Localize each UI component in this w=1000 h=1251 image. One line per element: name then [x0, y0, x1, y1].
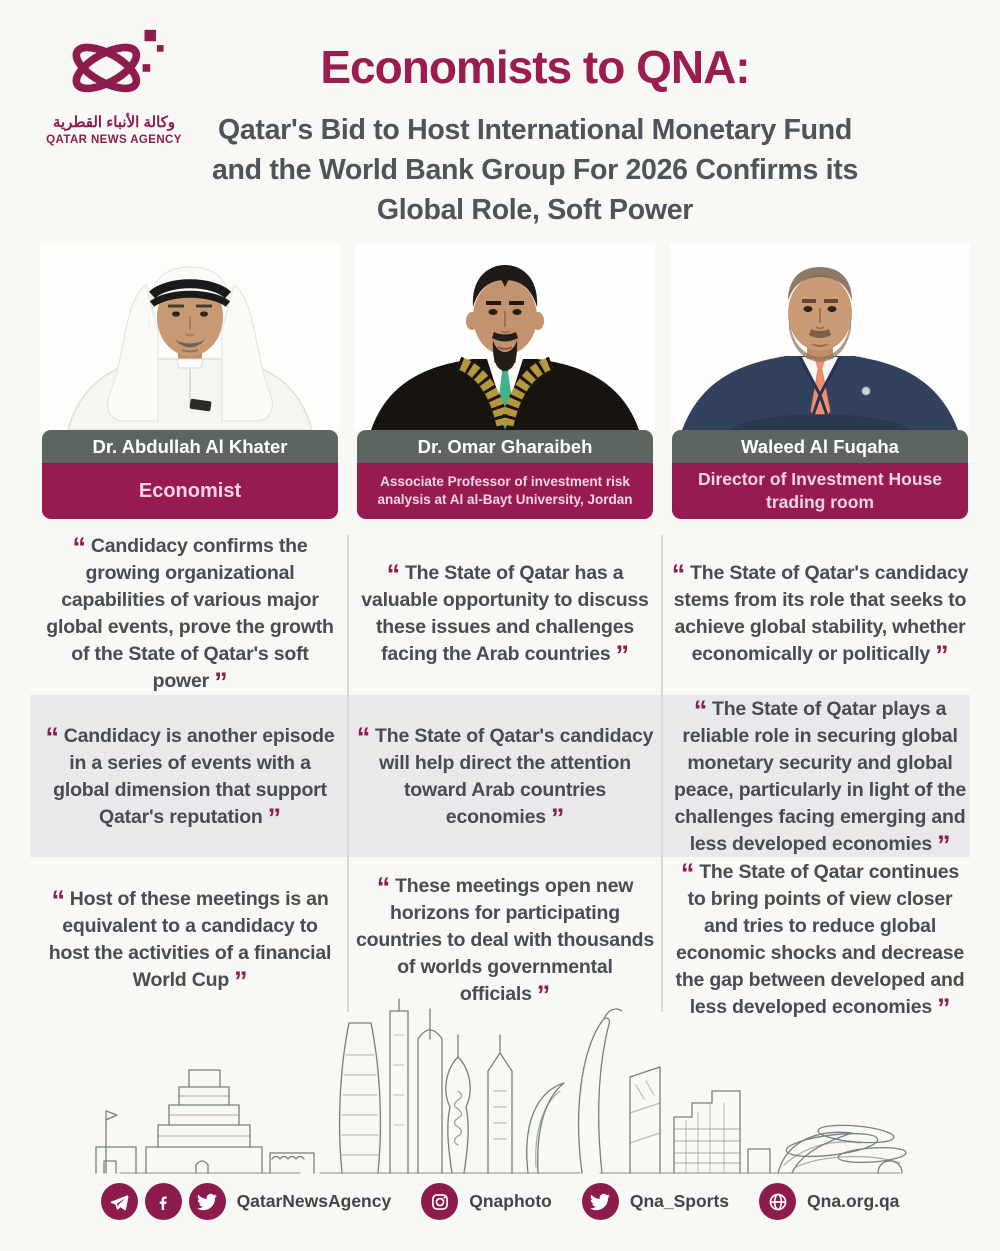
close-quote-icon: ”	[935, 639, 949, 670]
quote-block	[670, 535, 970, 692]
open-quote-icon: “	[72, 531, 86, 562]
brand-english-text: QATAR NEWS AGENCY	[46, 133, 182, 146]
quote-text: Host of these meetings is an equivalent to a candidacy to host the activities of a financial World Cup	[48, 888, 332, 991]
social-footer	[0, 1183, 1000, 1220]
person-column-al-fuqaha	[670, 243, 970, 1023]
name-bar: Dr. Abdullah Al Khater	[42, 430, 338, 463]
brand-arabic-text: وكالة الأنباء القطرية	[52, 114, 176, 131]
person-column-gharaibeh	[355, 243, 655, 1015]
column-divider	[661, 535, 663, 1012]
open-quote-icon: “	[51, 885, 65, 915]
close-quote-icon: ”	[214, 666, 228, 697]
quote-text: The State of Qatar plays a reliable role in securing global monetary security and global peace, particularly in light of the challenges facing emerging and less developed economies	[673, 697, 967, 855]
close-quote-icon: ”	[234, 966, 248, 996]
qna-logo	[44, 26, 184, 146]
social-group-website[interactable]	[759, 1183, 899, 1220]
subtitle-line-2: and the World Bank Group For 2026 Confirms its	[211, 154, 858, 186]
website-url[interactable]: Qna.org.qa	[807, 1191, 900, 1211]
portrait-al-khater	[40, 243, 340, 430]
open-quote-icon: “	[386, 558, 400, 589]
social-handle-instagram[interactable]: Qnaphoto	[469, 1191, 552, 1211]
social-group-main[interactable]	[101, 1183, 392, 1220]
social-group-instagram[interactable]	[421, 1183, 552, 1220]
role-bar: Economist	[42, 463, 338, 519]
quote-block	[355, 865, 655, 1015]
role-bar: Associate Professor of investment risk analysis at Al al-Bayt University, Jordan	[357, 463, 653, 519]
quote-block	[670, 694, 970, 860]
subtitle-line-3: Global Role, Soft Power	[376, 194, 694, 226]
person-column-al-khater	[40, 243, 340, 1015]
qna-logo-mark	[56, 26, 172, 108]
quote-text: Candidacy is another episode in a series of events with a global dimension that support Qatar's reputation	[53, 724, 335, 828]
quote-text: The State of Qatar continues to bring points of view closer and tries to reduce global economic shocks and decrease the gap between developed and less developed economies	[675, 861, 965, 1018]
twitter-sports-icon[interactable]	[582, 1183, 619, 1220]
open-quote-icon: “	[680, 858, 695, 888]
open-quote-icon: “	[356, 721, 371, 752]
quote-text: Candidacy confirms the growing organizational capabilities of various major global events, prove the growth of the State of Qatar's soft power	[46, 534, 334, 692]
telegram-icon[interactable]	[101, 1183, 138, 1220]
close-quote-icon: ”	[550, 802, 565, 833]
close-quote-icon: ”	[536, 979, 551, 1010]
portrait-gharaibeh	[355, 243, 655, 430]
portrait-al-fuqaha	[670, 243, 970, 430]
social-group-sports[interactable]	[582, 1183, 729, 1220]
globe-icon[interactable]	[759, 1183, 796, 1220]
open-quote-icon: “	[693, 694, 707, 725]
page-title: Economists to QNA:	[320, 41, 750, 93]
subtitle-line-1: Qatar's Bid to Host International Monetary Fund	[218, 114, 852, 146]
quote-block	[40, 531, 340, 697]
open-quote-icon: “	[671, 558, 686, 589]
quote-block	[40, 865, 340, 1015]
quote-block	[670, 858, 970, 1023]
close-quote-icon: ”	[937, 993, 951, 1023]
social-handle-sports[interactable]: Qna_Sports	[629, 1191, 730, 1211]
quote-block	[40, 698, 340, 855]
doha-skyline-illustration	[90, 995, 910, 1180]
role-bar: Director of Investment House trading room	[672, 463, 968, 519]
quote-text: The State of Qatar has a valuable opportunity to discuss these issues and challenges facing the Arab countries	[361, 561, 649, 665]
column-divider	[347, 535, 349, 1012]
instagram-icon[interactable]	[421, 1183, 458, 1220]
quote-text: The State of Qatar's candidacy will help direct the attention toward Arab countries economies	[375, 724, 654, 828]
quote-block	[355, 535, 655, 692]
headline-block	[170, 40, 900, 230]
quote-text: These meetings open new horizons for participating countries to deal with thousands of worlds governmental officials	[355, 874, 655, 1005]
close-quote-icon: ”	[267, 802, 281, 833]
open-quote-icon: “	[376, 871, 391, 902]
facebook-icon[interactable]	[145, 1183, 182, 1220]
close-quote-icon: ”	[615, 639, 629, 670]
quote-text: The State of Qatar's candidacy stems from its role that seeks to achieve global stability, whether economically or politically	[673, 561, 969, 665]
close-quote-icon: ”	[937, 829, 951, 860]
twitter-icon[interactable]	[189, 1183, 226, 1220]
open-quote-icon: “	[45, 721, 59, 752]
social-handle-main[interactable]: QatarNewsAgency	[236, 1191, 392, 1211]
name-bar: Dr. Omar Gharaibeh	[357, 430, 653, 463]
name-bar: Waleed Al Fuqaha	[672, 430, 968, 463]
quote-block	[355, 698, 655, 855]
